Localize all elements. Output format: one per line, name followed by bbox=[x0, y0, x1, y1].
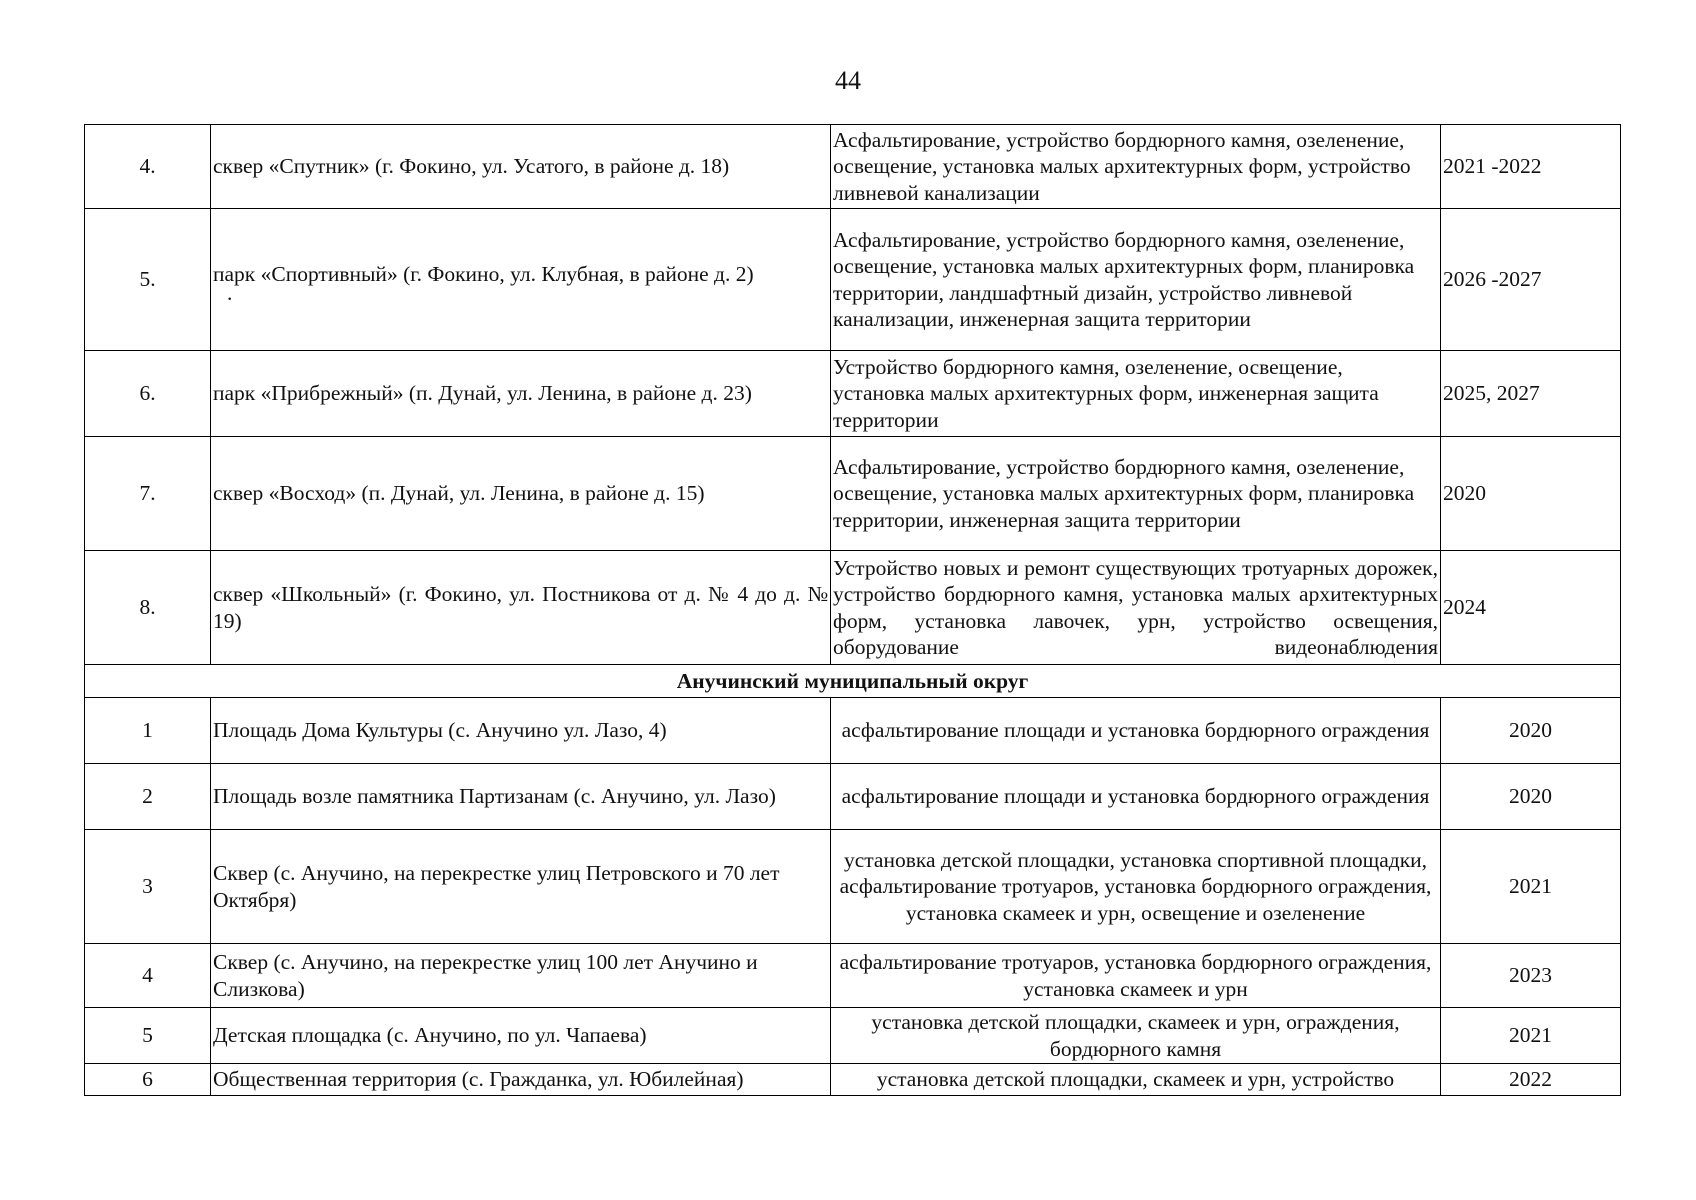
implementation-years: 2022 bbox=[1441, 1064, 1621, 1096]
object-name: Сквер (с. Анучино, на перекрестке улиц 100 лет Анучино и Слизкова) bbox=[211, 944, 831, 1008]
table-row bbox=[85, 1008, 1621, 1064]
table-row bbox=[85, 944, 1621, 1008]
object-name: парк «Спортивный» (г. Фокино, ул. Клубная, в районе д. 2) bbox=[213, 262, 754, 287]
table-row bbox=[85, 698, 1621, 764]
implementation-years: 2025, 2027 bbox=[1441, 351, 1621, 437]
table-row bbox=[85, 437, 1621, 551]
object-name: Площадь возле памятника Партизанам (с. Анучино, ул. Лазо) bbox=[211, 764, 831, 830]
works-description: Устройство бордюрного камня, озеленение, освещение, установка малых архитектурных форм, инженерная защита территории bbox=[831, 351, 1441, 437]
stray-mark: . bbox=[227, 280, 233, 305]
implementation-years: 2020 bbox=[1441, 698, 1621, 764]
object-name: парк «Прибрежный» (п. Дунай, ул. Ленина, в районе д. 23) bbox=[211, 351, 831, 437]
table-row bbox=[85, 551, 1621, 665]
page-number: 44 bbox=[835, 66, 861, 95]
object-name: сквер «Спутник» (г. Фокино, ул. Усатого, в районе д. 18) bbox=[211, 125, 831, 209]
section-header-row bbox=[85, 665, 1621, 698]
row-number: 4. bbox=[85, 125, 211, 209]
implementation-years: 2020 bbox=[1441, 437, 1621, 551]
works-description: Устройство новых и ремонт существующих тротуарных дорожек, устройство бордюрного камня, установка малых архитектурных форм, установка лавочек, урн, устройство освещения, оборудование видеонаблюдения bbox=[831, 551, 1441, 665]
row-number: 5. bbox=[85, 209, 211, 351]
table-row bbox=[85, 125, 1621, 209]
implementation-years: 2021 bbox=[1441, 1008, 1621, 1064]
section-title: Анучинский муниципальный округ bbox=[85, 665, 1621, 698]
object-cell bbox=[211, 209, 831, 351]
implementation-years: 2021 bbox=[1441, 830, 1621, 944]
object-name: Общественная территория (с. Гражданка, ул. Юбилейная) bbox=[211, 1064, 831, 1096]
works-description: Асфальтирование, устройство бордюрного камня, озеленение, освещение, установка малых архитектурных форм, устройство ливневой канализации bbox=[831, 125, 1441, 209]
implementation-years: 2024 bbox=[1441, 551, 1621, 665]
row-number: 2 bbox=[85, 764, 211, 830]
improvement-objects-table bbox=[84, 124, 1621, 1096]
row-number: 6. bbox=[85, 351, 211, 437]
object-name: сквер «Восход» (п. Дунай, ул. Ленина, в районе д. 15) bbox=[211, 437, 831, 551]
object-name: Площадь Дома Культуры (с. Анучино ул. Лазо, 4) bbox=[211, 698, 831, 764]
row-number: 1 bbox=[85, 698, 211, 764]
row-number: 8. bbox=[85, 551, 211, 665]
table-row bbox=[85, 830, 1621, 944]
row-number: 3 bbox=[85, 830, 211, 944]
object-name: сквер «Школьный» (г. Фокино, ул. Постникова от д. № 4 до д. № 19) bbox=[211, 551, 831, 665]
implementation-years: 2021 -2022 bbox=[1441, 125, 1621, 209]
table-row bbox=[85, 351, 1621, 437]
implementation-years: 2026 -2027 bbox=[1441, 209, 1621, 351]
works-description: асфальтирование тротуаров, установка бордюрного ограждения, установка скамеек и урн bbox=[831, 944, 1441, 1008]
row-number: 5 bbox=[85, 1008, 211, 1064]
table-row bbox=[85, 1064, 1621, 1096]
table-row bbox=[85, 209, 1621, 351]
works-description: Асфальтирование, устройство бордюрного камня, озеленение, освещение, установка малых архитектурных форм, планировка территории, ландшафтный дизайн, устройство ливневой канализации, инженерная защита территории bbox=[831, 209, 1441, 351]
works-description: асфальтирование площади и установка бордюрного ограждения bbox=[831, 764, 1441, 830]
row-number: 7. bbox=[85, 437, 211, 551]
works-description: установка детской площадки, установка спортивной площадки, асфальтирование тротуаров, установка бордюрного ограждения, установка скамеек и урн, освещение и озеленение bbox=[831, 830, 1441, 944]
table-row bbox=[85, 764, 1621, 830]
implementation-years: 2023 bbox=[1441, 944, 1621, 1008]
works-description: Асфальтирование, устройство бордюрного камня, озеленение, освещение, установка малых архитектурных форм, планировка территории, инженерная защита территории bbox=[831, 437, 1441, 551]
row-number: 6 bbox=[85, 1064, 211, 1096]
works-description: установка детской площадки, скамеек и урн, устройство bbox=[831, 1064, 1441, 1096]
works-description: установка детской площадки, скамеек и урн, ограждения, бордюрного камня bbox=[831, 1008, 1441, 1064]
object-name: Сквер (с. Анучино, на перекрестке улиц Петровского и 70 лет Октября) bbox=[211, 830, 831, 944]
row-number: 4 bbox=[85, 944, 211, 1008]
implementation-years: 2020 bbox=[1441, 764, 1621, 830]
works-description: асфальтирование площади и установка бордюрного ограждения bbox=[831, 698, 1441, 764]
object-name: Детская площадка (с. Анучино, по ул. Чапаева) bbox=[211, 1008, 831, 1064]
